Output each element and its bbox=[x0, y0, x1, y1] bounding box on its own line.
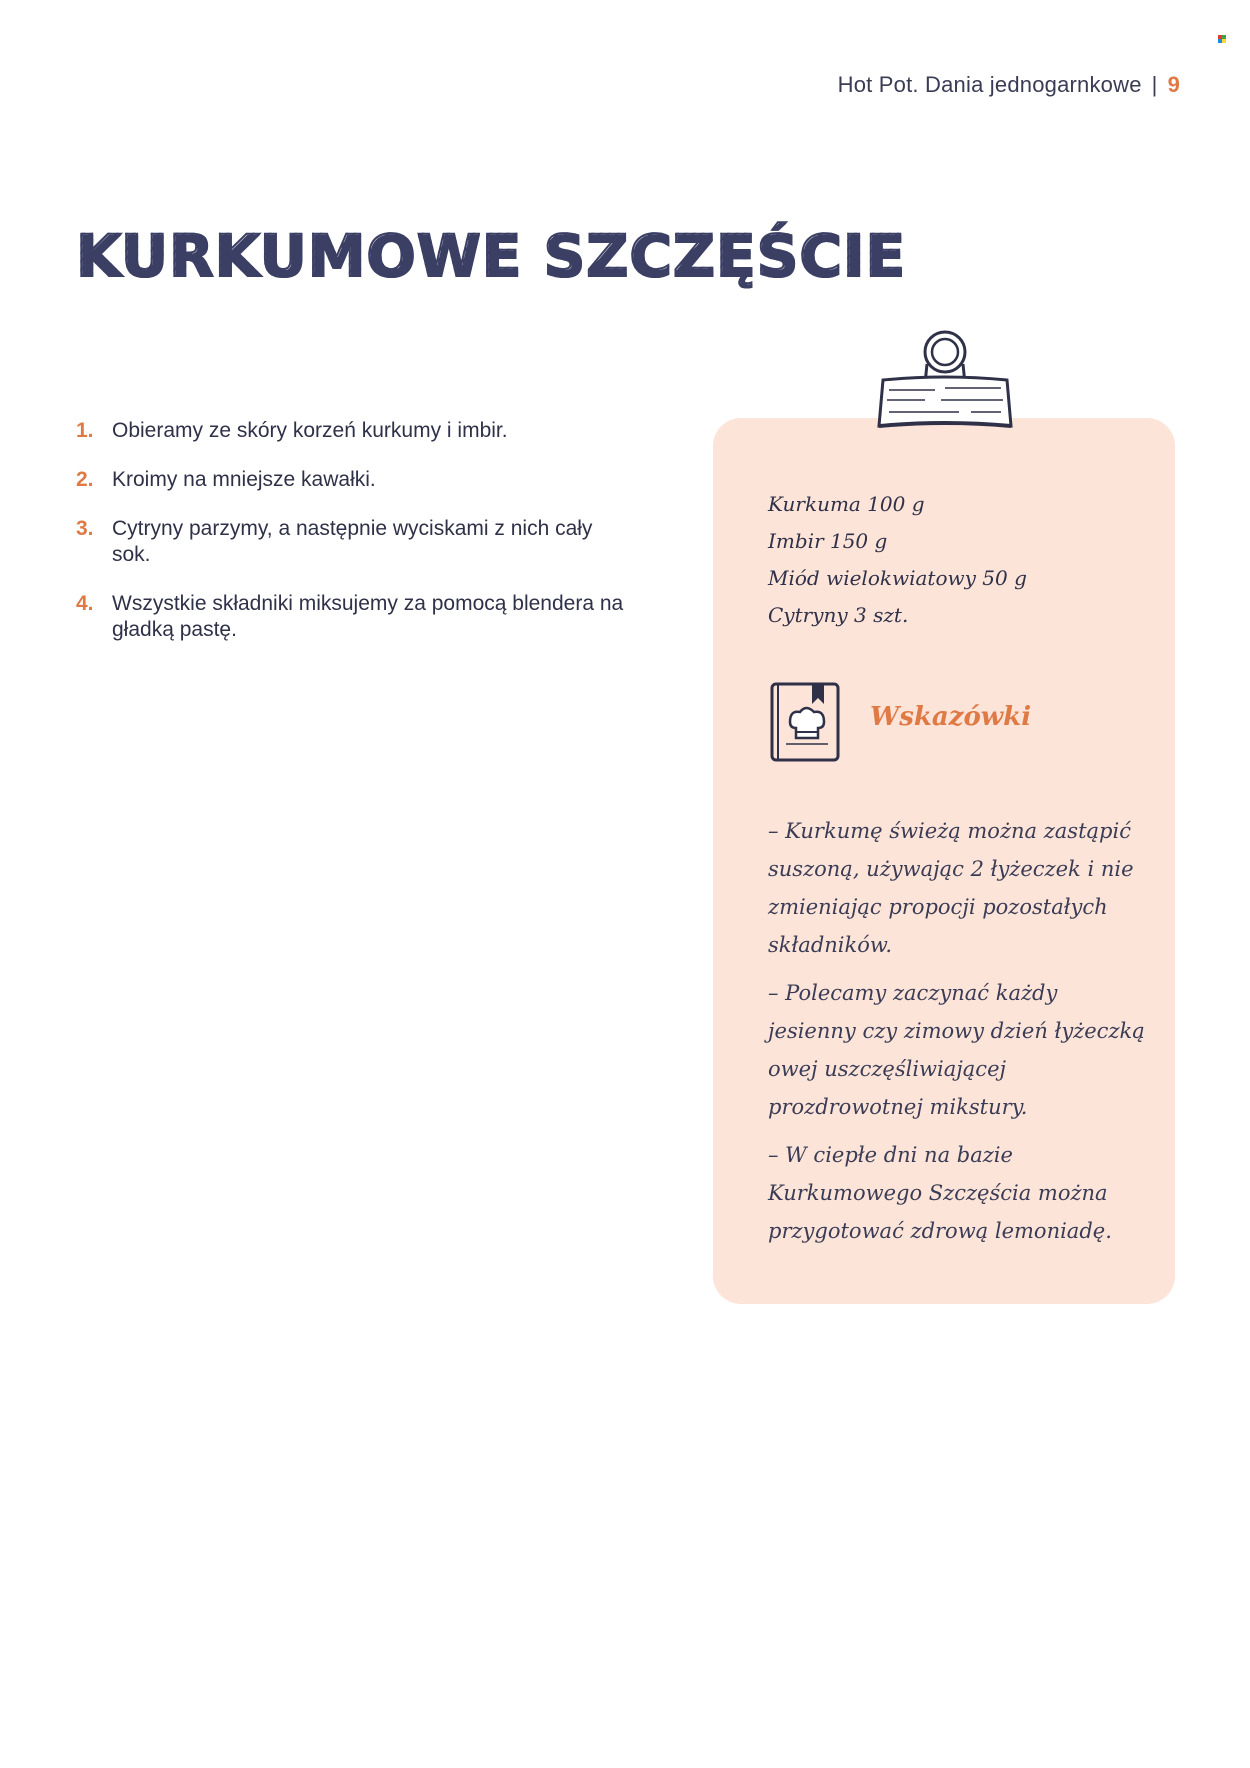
step-number: 2. bbox=[76, 468, 94, 491]
book-title: Hot Pot. Dania jednogarnkowe bbox=[837, 72, 1142, 97]
step-text: Wszystkie składniki miksujemy za pomocą blendera na gładką pastę. bbox=[112, 592, 624, 641]
tip-item: – Kurkumę świeżą można zastąpić suszoną, używając 2 łyżeczek i nie zmieniając propocji pozostałych składników. bbox=[768, 819, 1134, 957]
step-item bbox=[76, 516, 636, 568]
tips-title: Wskazówki bbox=[870, 702, 1032, 732]
ingredients-list bbox=[768, 486, 1027, 634]
step-item bbox=[76, 418, 636, 444]
page-header bbox=[838, 72, 1180, 98]
step-number: 4. bbox=[76, 592, 94, 615]
page-number: 9 bbox=[1167, 72, 1180, 97]
tips-list bbox=[768, 812, 1148, 1260]
step-text: Cytryny parzymy, a następnie wyciskami z nich cały sok. bbox=[112, 517, 593, 566]
recipe-title: KURKUMOWE SZCZĘŚCIE bbox=[76, 222, 907, 290]
ingredient-item: Cytryny 3 szt. bbox=[768, 603, 909, 627]
tip-item: – Polecamy zaczynać każdy jesienny czy zimowy dzień łyżeczką owej uszczęśliwiającej prozdrowotnej mikstury. bbox=[768, 981, 1145, 1119]
clipboard-clip-icon bbox=[875, 328, 1015, 430]
step-item bbox=[76, 467, 636, 493]
ingredient-item: Miód wielokwiatowy 50 g bbox=[768, 566, 1027, 590]
step-text: Kroimy na mniejsze kawałki. bbox=[112, 468, 376, 491]
step-item bbox=[76, 591, 636, 643]
chef-book-icon bbox=[766, 678, 844, 764]
step-number: 1. bbox=[76, 419, 94, 442]
ingredient-item: Imbir 150 g bbox=[768, 529, 888, 553]
color-mark-icon bbox=[1218, 35, 1226, 43]
steps-list bbox=[76, 418, 636, 666]
tip-item: – W ciepłe dni na bazie Kurkumowego Szczęścia można przygotować zdrową lemoniadę. bbox=[768, 1143, 1112, 1243]
step-number: 3. bbox=[76, 517, 94, 540]
step-text: Obieramy ze skóry korzeń kurkumy i imbir. bbox=[112, 419, 508, 442]
header-separator: | bbox=[1151, 72, 1158, 97]
ingredient-item: Kurkuma 100 g bbox=[768, 492, 925, 516]
